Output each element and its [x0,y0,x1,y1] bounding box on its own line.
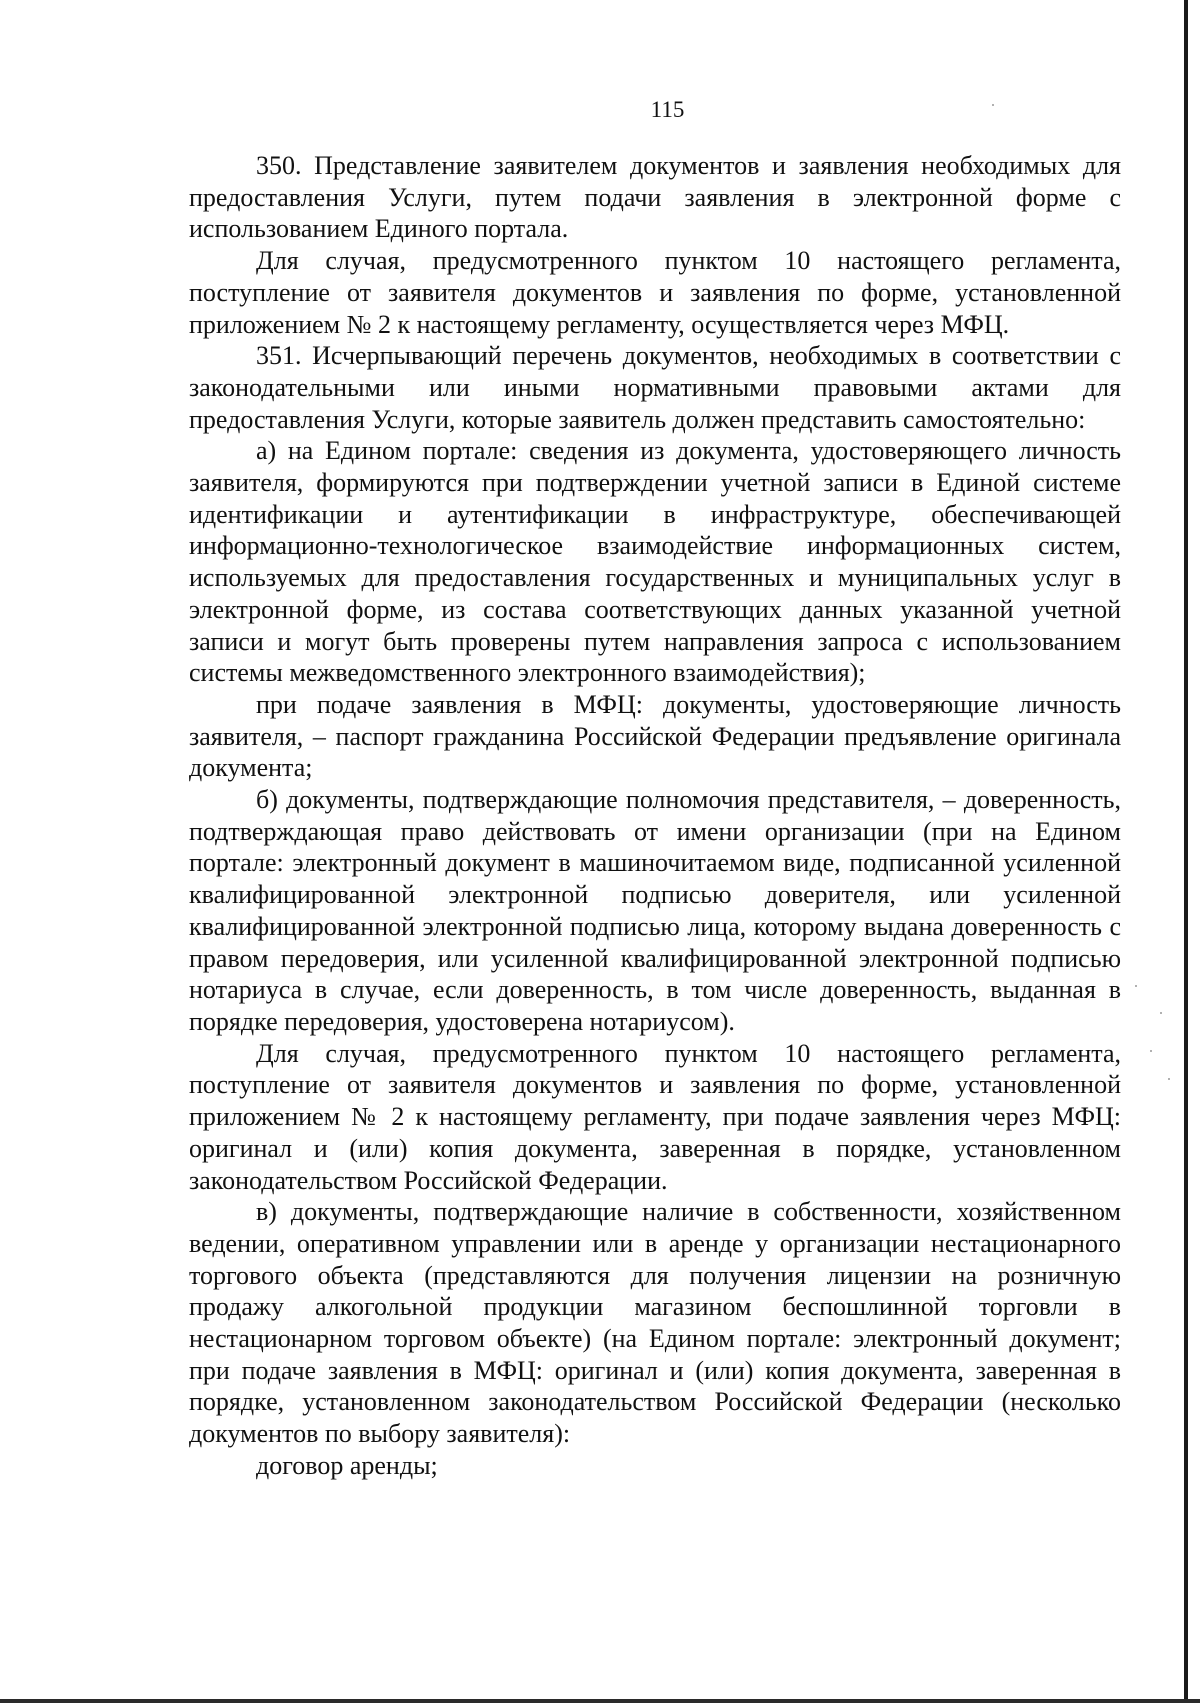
scan-edge-right [1184,0,1188,1703]
paragraph-351-b-mfc: Для случая, предусмотренного пунктом 10 настоящего регламента, поступление от заявителя документов и заявления по форме, установленной приложением № 2 к настоящему регламенту, при подаче заявления через МФЦ: оригинал и (или) копия документа, заверенная в порядке, установленном законодательством Российской Федерации. [189,1038,1121,1195]
scan-speck [1160,1012,1162,1014]
document-body [189,150,1121,1482]
paragraph-351: 351. Исчерпывающий перечень документов, необходимых в соответствии с законодательными или иными нормативными правовыми актами для предоставления Услуги, которые заявитель должен представить самостоятельно: [189,341,1121,434]
page-number: 115 [650,97,685,122]
scan-speck [992,104,994,106]
scan-speck [1168,1078,1170,1080]
paragraph-351-a: а) на Едином портале: сведения из документа, удостоверяющего личность заявителя, формируются при подтверждении учетной записи в Единой системе идентификации и аутентификации в инфраструктуре, обеспечивающей информационно-технологическое взаимодействие информационных систем, используемых для предоставления государственных и муниципальных услуг в электронной форме, из состава соответствующих данных указанной учетной записи и могут быть проверены путем направления запроса с использованием системы межведомственного электронного взаимодействия); [189,436,1121,688]
scan-edge-bottom [0,1699,1200,1703]
scan-speck [1135,985,1137,987]
paragraph-351-a-mfc: при подаче заявления в МФЦ: документы, удостоверяющие личность заявителя, – паспорт гражданина Российской Федерации предъявление оригинала документа; [189,689,1121,783]
paragraph-351-v: в) документы, подтверждающие наличие в собственности, хозяйственном ведении, оперативном управлении или в аренде у организации нестационарного торгового объекта (представляются для получения лицензии на розничную продажу алкогольной продукции магазином беспошлинной торговли в нестационарном торговом объекте) (на Едином портале: электронный документ; при подаче заявления в МФЦ: оригинал и (или) копия документа, заверенная в порядке, установленном законодательством Российской Федерации (несколько документов по выбору заявителя): [189,1197,1121,1449]
paragraph-350-mfc: Для случая, предусмотренного пунктом 10 настоящего регламента, поступление от заявителя документов и заявления по форме, установленной приложением № 2 к настоящему регламенту, осуществляется через МФЦ. [189,246,1121,339]
paragraph-350: 350. Представление заявителем документов и заявления необходимых для предоставления Услуги, путем подачи заявления в электронной форме с использованием Единого портала. [189,151,1121,244]
paragraph-351-b: б) документы, подтверждающие полномочия представителя, – доверенность, подтверждающая право действовать от имени организации (при на Едином портале: электронный документ в машиночитаемом виде, подписанной усиленной квалифицированной электронной подписью доверителя, или усиленной квалифицированной электронной подписью лица, которому выдана доверенность с правом передоверия, или усиленной квалифицированной электронной подписью нотариуса в случае, если доверенность, в том числе доверенность, выданная в порядке передоверия, удостоверена нотариусом). [189,785,1121,1036]
paragraph-lease-agreement: договор аренды; [256,1450,438,1480]
scan-speck [1150,1050,1152,1052]
